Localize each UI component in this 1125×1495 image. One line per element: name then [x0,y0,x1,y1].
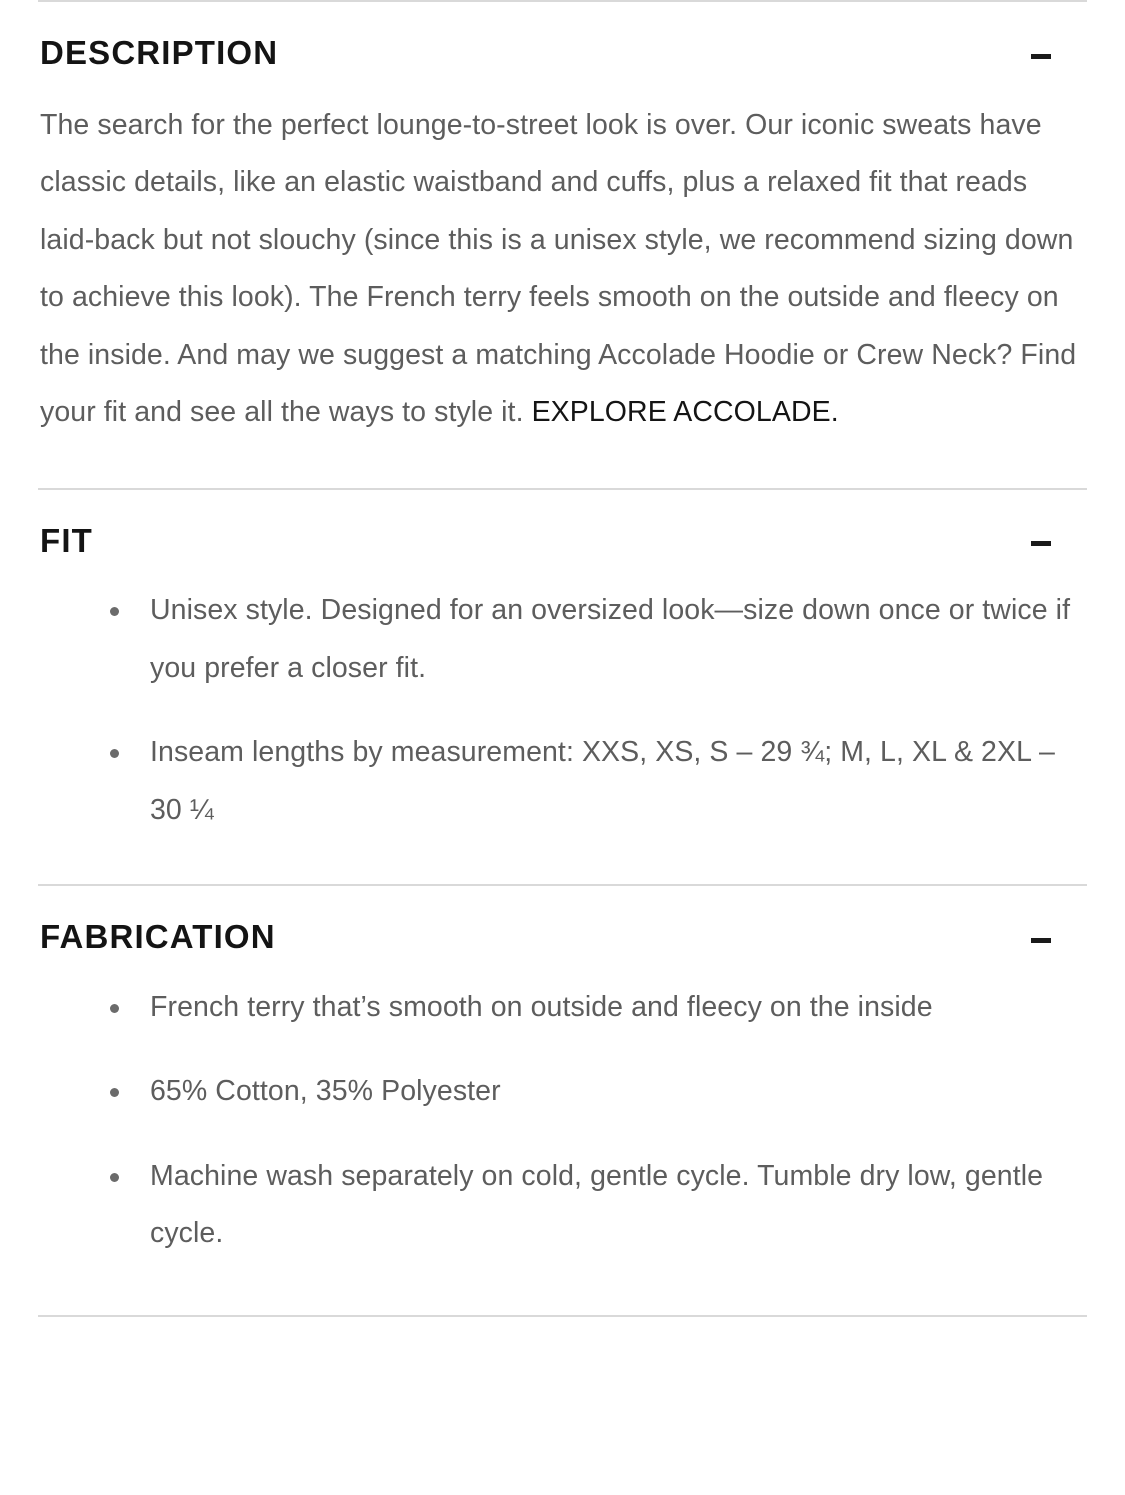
fabrication-bullet-list [40,979,1085,1263]
list-item-label: French terry that’s smooth on outside and fleecy on the inside [150,990,933,1023]
section-body-fabrication [0,979,1125,1263]
spacer [0,839,1125,884]
description-paragraph [40,97,1085,442]
spacer [0,1263,1125,1315]
list-item [110,1148,1085,1263]
section-body-description [0,97,1125,442]
explore-accolade-link[interactable]: EXPLORE ACCOLADE. [531,396,839,429]
page-title-fabrication: FABRICATION [40,918,276,956]
bullet-icon [110,1173,119,1182]
page-title-description: DESCRIPTION [40,34,279,71]
section-body-fit [0,582,1125,839]
minus-icon[interactable] [1031,54,1051,59]
list-item [110,582,1085,697]
list-item [110,724,1085,839]
section-fabrication [0,886,1125,1315]
list-item [110,1063,1085,1121]
bullet-icon [110,1004,119,1013]
bullet-icon [110,1088,119,1097]
list-item [110,979,1085,1037]
list-item-label: 65% Cotton, 35% Polyester [150,1075,501,1108]
list-item-label: Machine wash separately on cold, gentle cycle. Tumble dry low, gentle cycle. [150,1159,1044,1250]
minus-icon[interactable] [1031,938,1051,943]
section-header-description[interactable] [0,2,1125,71]
section-header-fabrication[interactable] [0,886,1125,955]
list-item-label: Inseam lengths by measurement: XXS, XS, S – 29 ¾; M, L, XL & 2XL – 30 ¼ [150,736,1055,826]
bullet-icon [110,607,119,616]
description-text: The search for the perfect lounge-to-street look is over. Our iconic sweats have classic details, like an elastic waistband and cuffs, plus a relaxed fit that reads laid-back but not slouchy (since this is a unisex style, we recommend sizing down to achieve this look). The French terry feels smooth on the outside and fleecy on the inside. And may we suggest a matching Accolade Hoodie or Crew Neck? Find your fit and see all the ways to style it. [40,108,1077,429]
page-title-fit: FIT [40,521,93,559]
fit-bullet-list [40,582,1085,839]
divider-bottom [38,1315,1087,1317]
minus-icon[interactable] [1031,541,1051,546]
section-description [0,2,1125,488]
section-header-fit[interactable] [0,490,1125,559]
spacer [0,442,1125,488]
section-fit [0,490,1125,885]
list-item-label: Unisex style. Designed for an oversized look—size down once or twice if you prefer a closer fit. [150,594,1071,684]
bullet-icon [110,749,119,758]
